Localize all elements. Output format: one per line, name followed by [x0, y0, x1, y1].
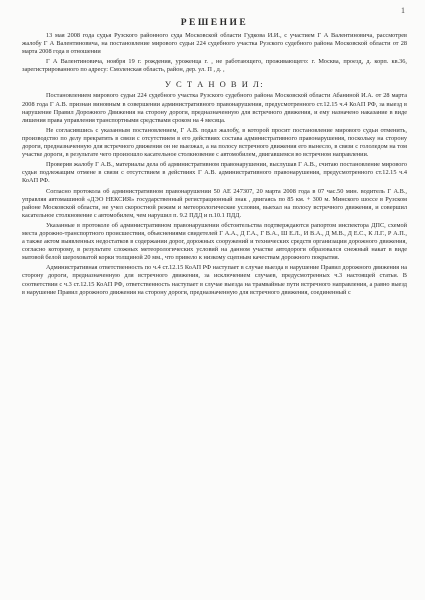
body-paragraph-4: Согласно протокола об административном правонарушении 50 АЕ 247307, 20 марта 2008 года в 07 час.50 мин. водитель Г А.В., управляя автомашиной «ДЭО НЕКСИЯ» государственный регистрационный знак , двигаясь по 85 км. + 300 м. Минского шоссе в Рузском районе Московской области, не учел скоростной режим и метеорологические условия, выехал на полосу встречного движения, и совершил касательное столкновение с автомобилем, чем нарушил п. 9.2 ПДД и п.10.1 ПДД. [22, 187, 407, 219]
intro-paragraph: 13 мая 2008 года судья Рузского районного суда Московской области Гудкова И.И., с участием Г А Валентиновича, рассмотрев жалобу Г А Валентиновича, на постановление мирового судьи 224 судебного участка Рузского судебного района Московской области от 28 марта 2008 года в отношении [22, 32, 407, 56]
page-number: 1 [401, 6, 405, 15]
body-paragraph-5: Указанные в протоколе об административном правонарушении обстоятельства подтверждаются рапортом инспектора ДПС, схемой места дорожно-транспортного происшествия, объяснениями свидетелей Г А.А., Д Г.А., Г В.А., Ш Е.Л., И В.А., Д М.В., Д Е.С., К Л.Г., Р А.П., а также актом выявленных недостатков в содержании дорог, дорожных сооружений и технических средств организации дорожного движения, согласно которому, в результате сложных метеорологических условий на данном участке автодороги образовался снежный накат в виде матовой белой шероховатой корки толщиной 20 мм., что привело к низкому сцепным качествам дорожного покрытия. [22, 221, 407, 262]
body-paragraph-6: Административная ответственность по ч.4 ст.12.15 КоАП РФ наступает в случае выезда в нарушение Правил дорожного движения на сторону дороги, предназначенную для встречного движения, за исключением случаев, предусмотренных ч.3 настоящей статьи. В соответствии с ч.3 ст.12.15 КоАП РФ, ответственность наступает в случае выезда на трамвайные пути встречного направления, а равно выезд в нарушение Правил дорожного движения на сторону дороги, предназначенную для встречного движения, соединенный с [22, 264, 407, 296]
body-paragraph-2: Не согласившись с указанным постановлением, Г А.В. подал жалобу, в которой просит постановление мирового судьи отменить, производство по делу прекратить в связи с отсутствием в его действиях состава административного правонарушения, поскольку на сторону дороги, предназначенную для встречного движения он не выезжал, а на полосу встречного движения его вынесло, в связи с гололедом на том участке дороги, в результате чего произошло касательное столкновение с автомобилем, двигавшемся во встречном направлении. [22, 126, 407, 159]
body-paragraph-3: Проверив жалобу Г А.В., материалы дела об административном правонарушении, выслушав Г А.В., считаю постановление мирового судьи подлежащим отмене в связи с отсутствием в действиях Г А.В. административного правонарушения, предусмотренного ст.12.15 ч.4 КоАП РФ. [22, 161, 407, 185]
section-heading: У С Т А Н О В И Л: [164, 79, 265, 90]
defendant-details-paragraph: Г А Валентиновича, ноября 19 г. рождения, уроженца г. , не работающего, проживающего: г. Москва, проезд, д. корп. кв.36, зарегистрированного по адресу: Смоленская область, район, дер. ул. П , д. , [22, 58, 407, 74]
body-paragraph-1: Постановлением мирового судьи 224 судебного участка Рузского судебного района Московской области Абаниной И.А. от 28 марта 2008 года Г А.В. признан виновным в совершении административного правонарушения, предусмотренного ст.12.15 ч.4 КоАП РФ, за выезд в нарушение Правил Дорожного Движения на сторону дороги, предназначенную для встречного движения, и ему назначено наказание в виде лишения права управления транспортными средствами сроком на 4 месяца. [22, 92, 407, 124]
document-title: РЕШЕНИЕ [180, 18, 249, 28]
